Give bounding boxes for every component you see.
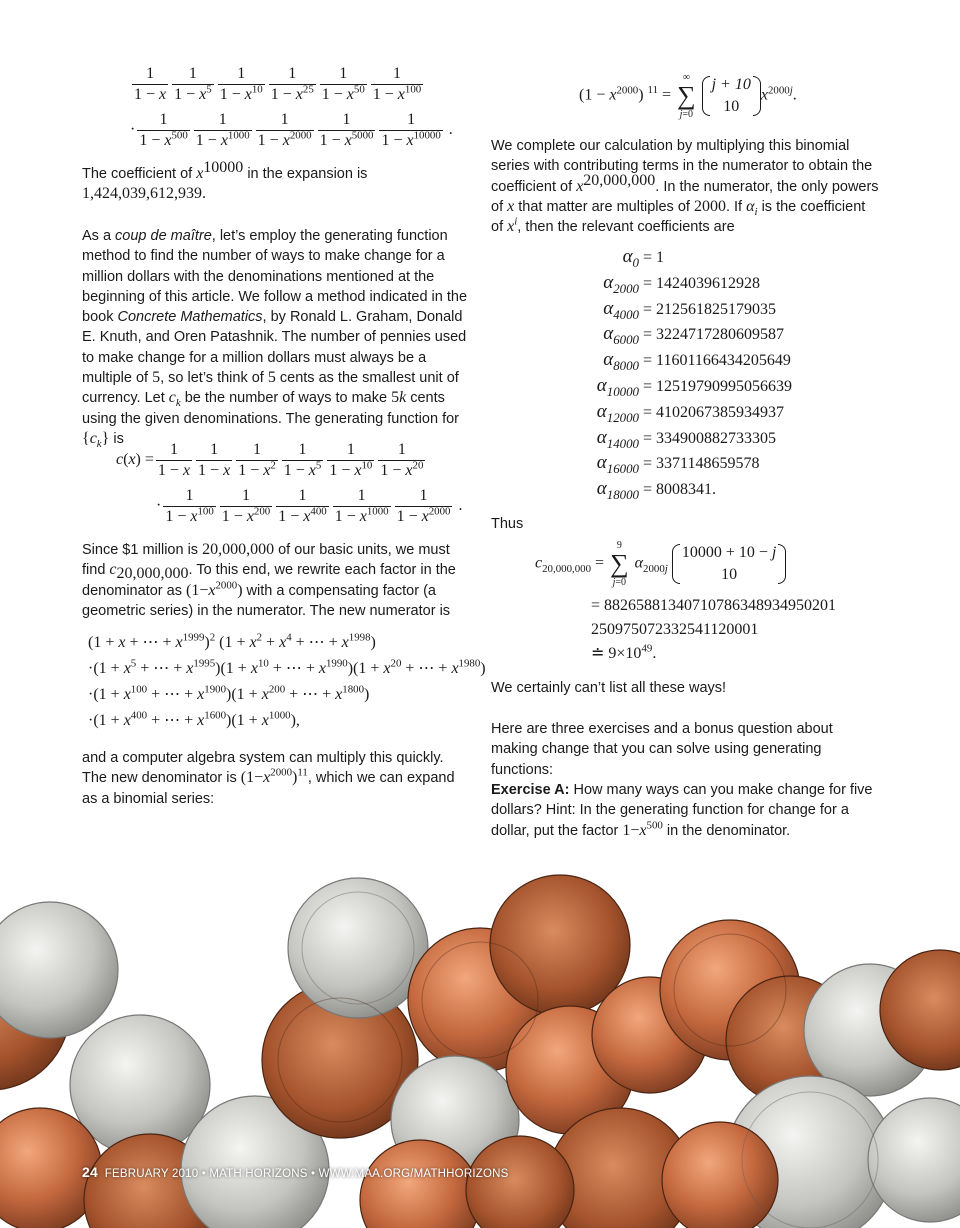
cant-list-paragraph: We certainly can’t list all these ways! [491,680,727,696]
alpha-value: = 1424039612928 [639,274,761,292]
alpha-row [569,323,785,348]
alpha-value: = 4102067385934937 [639,403,785,421]
result-value [591,594,836,666]
alpha-symbol: $\alpha_{8000}$ [603,349,639,373]
alpha-row [569,298,776,320]
footer-text: FEBRUARY 2010 • MATH HORIZONS • WWW.MAA.ORG/MATHHORIZONS [104,1168,509,1180]
result-approx: ≐ $9\times 10^{49}$. [591,642,657,662]
alpha-value: = 212561825179035 [639,300,777,318]
exercise-a-label: Exercise A: [491,782,570,798]
alpha-row [569,375,792,397]
thus-label: Thus [491,516,524,532]
alpha-symbol: $\alpha_{6000}$ [603,323,639,348]
alpha-value: = 12519790995056639 [639,378,793,395]
exercise-a-paragraph: Exercise A: How many ways can you make change for five dollars? Hint: In the generating function for change for a dollar, put the factor $1-x^{500}$ in the denominator. [491,782,873,839]
coefficient-paragraph: The coefficient of $x^{10000}$ in the expansion is 1,424,039,612,939. [82,159,368,203]
denominator-paragraph: and a computer algebra system can multiply this quickly. The new denominator is $(1-x^{2000})^{11}$, which we can expand as a binomial series: [82,750,455,807]
alpha-symbol: $\alpha_{14000}$ [596,426,639,451]
alpha-value: = 8008341. [639,481,717,499]
alpha-symbol: $\alpha_{18000}$ [596,478,639,502]
alpha-row [569,401,784,423]
alpha-symbol: $\alpha_{10000}$ [596,375,639,399]
alpha-value: = 334900882733305 [639,429,777,447]
alpha-value: = 11601166434205649 [639,352,791,370]
million-paragraph: Since $1 million is 20,000,000 of our basic units, we must find $c_{20,000,000}$. To this end, we rewrite each factor in the denominator as $(1-x^{2000})$ with a compensating factor (a geometric series) in the numerator. The new numerator is [82,541,456,619]
exercises-intro-paragraph: Here are three exercises and a bonus question about making change that you can solve using generating functions: [491,721,833,778]
alpha-value: = 3224717280609587 [639,326,785,344]
alpha-value: = 3371148659578 [639,455,760,473]
dollar-generating-function-line1: $\frac{1}{1 - x}$ $\frac{1}{1 - x^5}$ $\frac{1}{1 - x^{10}}$ $\frac{1}{1 - x^{25}}$ $\frac{1}{1 - x^{50}}$ $\frac{1}{1 - x^{100}}$ [134,65,422,103]
result-equation: $c_{20,000,000} = 9$ ∑ j=0 $\alpha_{2000j}$ 10000 + 10 − j 10 [535,540,786,588]
alpha-value: = 1 [639,249,665,266]
alpha-row [569,349,791,371]
alpha-row [569,478,716,500]
alpha-row [569,452,760,477]
alpha-symbol: $\alpha_{4000}$ [603,297,639,322]
cx-generating-function-line1: c(x) = $\frac{1}{1 - x}$ $\frac{1}{1 - x}$ $\frac{1}{1 - x^2}$ $\frac{1}{1 - x^5}$ $\frac{1}{1 - x^{10}}$ $\frac{1}{1 - x^{20}}$ [116,441,424,479]
binomial-series-equation: $(1 - x^{2000})$ $^{11}$ = ∞ ∑ j=0 j + 10 10 $x^{2000j}$. [579,72,797,120]
result-line-2: 250975072332541120001 [591,621,759,638]
new-numerator: (1 + x + ⋯ + $x^{1999})^2$ ($1 + x^2 + x^4$ + ⋯ + $x^{1998}$) $\cdot(1 + x^5$ + ⋯ + $x^{1995})(1 + x^{10}$ + ⋯ + $x^{1990})(1 + x^{20}$ + ⋯ + $x^{1980}$) $\cdot(1 + x^{100}$ + ⋯ + $x^{1900})(1 + x^{200}$ + ⋯ + $x^{1800}$) $\cdot(1 + x^{400}$ + ⋯ + $x^{1600})(1 + x^{1000})$, [88,631,486,729]
alpha-row [569,427,776,449]
page-footer [82,1164,508,1180]
method-paragraph: As a coup de maître, let’s employ the generating function method to find the number of ways to make change for a million dollars with the denominations mentioned at the beginning of this article. We follow a method indicated in the book Concrete Mathematics, by Ronald L. Graham, Donald E. Knuth, and Oren Patashnik. The number of pennies used to make change for a million dollars must always be a multiple of 5, so let’s think of 5 cents as the smallest unit of currency. Let $c_k$ be the number of ways to make 5k cents using the given denominations. The generating function for $\{c_k\}$ is [82,228,468,451]
dollar-generating-function-line2: · $\frac{1}{1 - x^{500}}$ $\frac{1}{1 - x^{1000}}$ $\frac{1}{1 - x^{2000}}$ $\frac{1}{1 - x^{5000}}$ $\frac{1}{1 - x^{10000}}$ . [130,111,453,149]
alpha-symbol: $\alpha_{12000}$ [596,400,639,425]
page-number: 24 [82,1164,98,1180]
alpha-row [569,272,760,294]
alpha-symbol: $\alpha_0$ [622,246,639,270]
result-line-1: = 88265881340710786348934950201 [591,597,837,614]
calculation-paragraph: We complete our calculation by multiplying this binomial series with contributing terms in the numerator to obtain the coefficient of $x^{20,000,000}$. In the numerator, the only powers of x that matter are multiples of 2000. If $\alpha_i$ is the coefficient of $x^i$, then the relevant coefficients are [491,138,879,236]
alpha-symbol: $\alpha_{2000}$ [603,271,639,296]
cx-generating-function-line2: · $\frac{1}{1 - x^{100}}$ $\frac{1}{1 - x^{200}}$ $\frac{1}{1 - x^{400}}$ $\frac{1}{1 - x^{1000}}$ $\frac{1}{1 - x^{2000}}$ . [156,487,463,525]
alpha-symbol: $\alpha_{16000}$ [596,452,639,477]
alpha-row [569,246,664,268]
